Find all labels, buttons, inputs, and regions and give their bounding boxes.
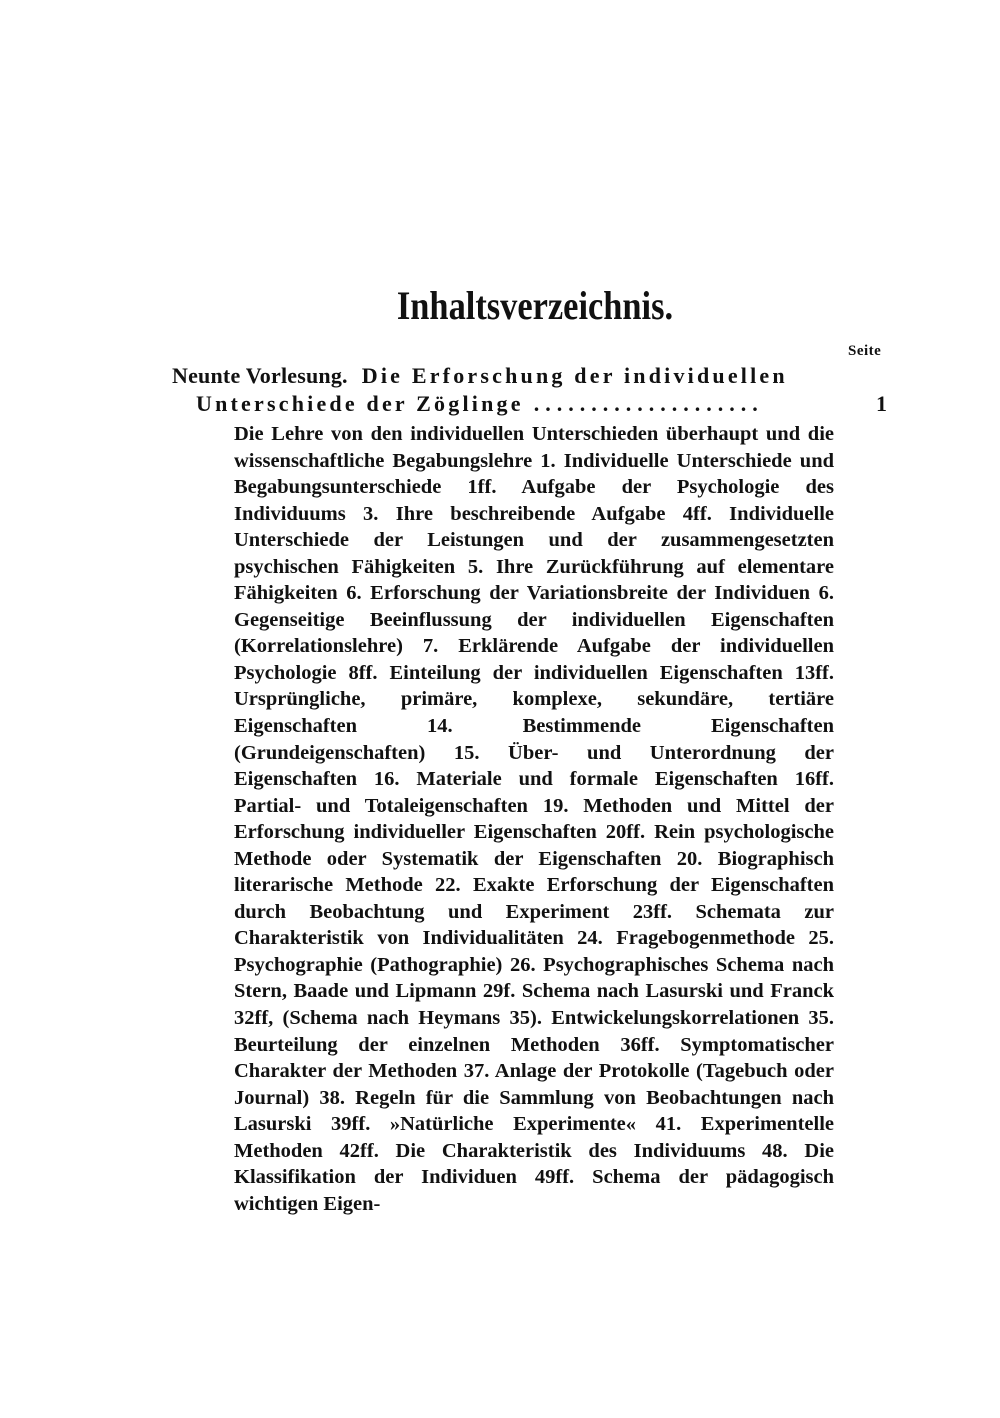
chapter-number-label: Neunte Vorlesung.	[172, 363, 348, 388]
chapter-heading-line-2	[196, 390, 892, 418]
page-column-label: Seite	[848, 343, 882, 359]
chapter-title-part-2: Unterschiede der Zöglinge	[196, 391, 524, 416]
chapter-heading-line-1	[172, 362, 892, 390]
leader-dots: ....................	[533, 391, 764, 416]
chapter-summary: Die Lehre von den individuellen Unterschieden überhaupt und die wissenschaftliche Begabungslehre 1. Individuelle Unterschiede und Begabungsunterschiede 1ff. Aufgabe der Psychologie des Individuums 3. Ihre beschreibende Aufgabe 4ff. Individuelle Unterschiede der Leistungen und der zusammengesetzten psychischen Fähigkeiten 5. Ihre Zurückführung auf elementare Fähigkeiten 6. Erforschung der Variationsbreite der Individuen 6. Gegenseitige Beeinflussung der individuellen Eigenschaften (Korrelationslehre) 7. Erklärende Aufgabe der individuellen Psychologie 8ff. Einteilung der individuellen Eigenschaften 13ff. Ursprüngliche, primäre, komplexe, sekundäre, tertiäre Eigenschaften 14. Bestimmende Eigenschaften (Grundeigenschaften) 15. Über- und Unterordnung der Eigenschaften 16. Materiale und formale Eigenschaften 16ff. Partial- und Totaleigenschaften 19. Methoden und Mittel der Erforschung individueller Eigenschaften 20ff. Rein psychologische Methode oder Systematik der Eigenschaften 20. Biographisch literarische Methode 22. Exakte Erforschung der Eigenschaften durch Beobachtung und Experiment 23ff. Schemata zur Charakteristik von Individualitäten 24. Fragebogenmethode 25. Psychographie (Pathographie) 26. Psychographisches Schema nach Stern, Baade und Lipmann 29f. Schema nach Lasurski und Franck 32ff, (Schema nach Heymans 35). Entwickelungskorrelationen 35. Beurteilung der einzelnen Methoden 36ff. Symptomatischer Charakter der Methoden 37. Anlage der Protokolle (Tagebuch oder Journal) 38. Regeln für die Sammlung von Beobachtungen nach Lasurski 39ff. »Natürliche Experimente« 41. Experimentelle Methoden 42ff. Die Charakteristik des Individuums 48. Die Klassifikation der Individuen 49ff. Schema der pädagogisch wichtigen Eigen-	[234, 423, 834, 1215]
chapter-title-part-1: Die Erforschung der individuellen	[361, 363, 788, 388]
chapter-page-number: 1	[876, 391, 887, 416]
page-title: Inhaltsverzeichnis.	[396, 283, 674, 328]
toc-entry[interactable]	[172, 362, 892, 418]
